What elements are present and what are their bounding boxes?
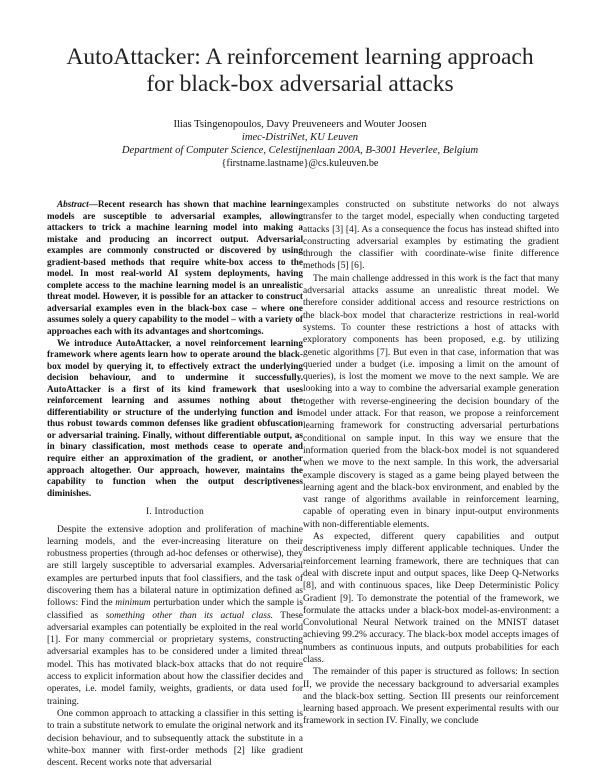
intro-paragraph-5: The remainder of this paper is structured as follows: In section II, we provide the necessary background to adversarial examples and the black-box setting. Section III presents our reinforcement learning based approach. We present experimental results with our framework in section IV. Finally, we conclude bbox=[303, 667, 559, 727]
intro-paragraph-3: The main challenge addressed in this work is the fact that many adversarial attacks assume an unrealistic threat model. We therefore consider additional access and resource restrictions on the black-box model that characterize restrictions in real-world systems. To counter these restrictions a host of attacks with exploratory components has been proposed, e.g. by utilizing genetic algorithms [7]. But even in that case, information that was queried under a budget (i.e. imposing a limit on the amount of queries), is lost the moment we move to the next sample. We are looking into a way to combine the adversarial example generation together with reverse-engineering the decision boundary of the model under attack. For that reason, we propose a reinforcement learning framework for constructing adversarial perturbations conditional on sample input. In this way we ensure that the information queried from the black-box model is not squandered when we move to the next sample. In this work, the adversarial example discovery is staged as a game being played between the learning agent and the black-box environment, and enabled by the vast range of algorithms available in reinforcement learning, capable of operating even in binary input-output environments with non-differentiable elements. bbox=[303, 273, 559, 530]
intro-p1-emphasis-2: something other than its actual class. bbox=[105, 610, 274, 621]
section-heading-introduction: I. Introduction bbox=[146, 507, 204, 518]
left-column bbox=[47, 199, 303, 769]
affiliation-lab: imec-DistriNet, KU Leuven bbox=[241, 132, 359, 143]
author-names: Ilias Tsingenopoulos, Davy Preuveneers and Wouter Joosen bbox=[173, 119, 427, 130]
intro-p1-emphasis-1: minimum bbox=[115, 598, 151, 609]
intro-paragraph-4: As expected, different query capabilities and output descriptiveness imply different applicable techniques. Under the reinforcement learning framework, there are techniques that can deal with discrete input and output spaces, like Deep Q-Networks [8], and with continuous spaces, like Deep Deterministic Policy Gradient [9]. To demonstrate the potential of the framework, we formulate the attacks under a black-box model-as-environment: a Convolutional Neural Network trained on the MNIST dataset achieving 99.2% accuracy. The black-box model accepts images of numbers as continuous inputs, and outputs probabilities for each class. bbox=[303, 532, 559, 665]
intro-paragraph-1 bbox=[47, 524, 303, 708]
title-line-1: AutoAttacker: A reinforcement learning approach bbox=[66, 44, 534, 70]
author-block bbox=[40, 118, 560, 170]
abstract-paragraph-2: We introduce AutoAttacker, a novel reinforcement learning framework where agents learn how to operate around the black-box model by querying it, to effectively extract the underlying decision behaviour, and to undermine it successfully. AutoAttacker is a first of its kind framework that uses reinforcement learning and assumes nothing about the differentiability or structure of the underlying function and is thus robust towards common defenses like gradient obfuscation or adversarial training. Finally, without differentiable output, as in binary classification, most methods cease to operate and require either an approximation of the gradient, or another approach altogether. Our approach, however, maintains the capability to function when the output descriptiveness diminishes. bbox=[47, 337, 303, 498]
author-email: {firstname.lastname}@cs.kuleuven.be bbox=[221, 158, 379, 169]
paper-title bbox=[40, 44, 560, 98]
intro-p1-part-a: Despite the extensive adoption and proliferation of machine learning models, and the ever-increasing literature on their robustness properties (through ad-hoc defenses or otherwise), they are still largely susceptible to adversarial examples. Adversarial examples are perturbed inputs that fool classifiers, and the task of discovering them has a bilateral nature in optimization defined as follows: Find the bbox=[47, 524, 303, 609]
intro-paragraph-2: One common approach to attacking a classifier in this setting is to train a substitute network to emulate the original network and its decision behaviour, and to subsequently attack the substitute in a white-box manner with first-order methods [2] like gradient descent. Recent works note that adversarial bbox=[47, 708, 303, 769]
abstract-paragraph-1: Abstract—Recent research has shown that machine learning models are susceptible to adversarial examples, allowing attackers to trick a machine learning model into making a mistake and producing an incorrect output. Adversarial examples are commonly constructed or discovered by using gradient-based methods that require white-box access to the model. In most real-world AI system deployments, having complete access to the machine learning model is an unrealistic threat model. However, it is possible for an attacker to construct adversarial examples even in the black-box case – where one assumes solely a query capability to the model – with a variety of approaches each with its advantages and shortcomings. bbox=[47, 199, 303, 337]
abstract-text-1: Recent research has shown that machine learning models are susceptible to adversarial examples, allowing attackers to trick a machine learning model into making a mistake and producing an incorrect output. Adversarial examples are commonly constructed or discovered by using gradient-based methods that require white-box access to the model. In most real-world AI system deployments, having complete access to the machine learning model is an unrealistic threat model. However, it is possible for an attacker to construct adversarial examples even in the black-box case – where one assumes solely a query capability to the model – with a variety of approaches each with its advantages and shortcomings. bbox=[47, 199, 303, 337]
intro-p1-part-b: perturbation under which the sample is classified as bbox=[47, 598, 303, 621]
title-line-2: for black-box adversarial attacks bbox=[146, 71, 454, 97]
abstract bbox=[47, 199, 303, 499]
intro-paragraph-2-continued: examples constructed on substitute networks do not always transfer to the target model, especially when conducting targeted attacks [3] [4]. As a consequence the focus has instead shifted into constructing adversarial examples by estimating the gradient through the classifier with coordinate-wise finite difference methods [5] [6]. bbox=[303, 200, 559, 272]
abstract-label: Abstract bbox=[57, 199, 89, 209]
affiliation-department: Department of Computer Science, Celestijnenlaan 200A, B-3001 Heverlee, Belgium bbox=[121, 145, 479, 156]
intro-p1-part-c: These adversarial examples can potentially be exploited in the real world [1]. For many commercial or proprietary systems, constructing adversarial examples has to be considered under a limited threat model. This has motivated black-box attacks that do not require access to explicit information about how the classifier decides and operates, i.e. model family, weights, gradients, or data used for training. bbox=[47, 610, 303, 707]
right-column bbox=[303, 199, 559, 728]
